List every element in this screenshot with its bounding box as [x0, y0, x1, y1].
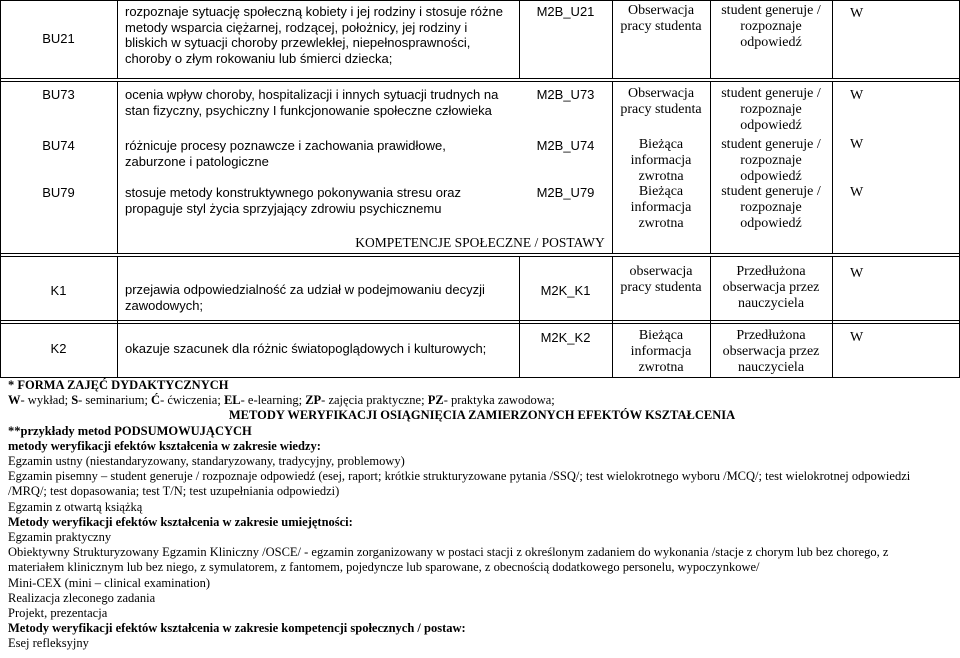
table-border — [710, 81, 711, 253]
row-effect: M2K_K2 — [540, 330, 591, 345]
table-border — [117, 256, 118, 377]
forma-desc: - wykład; — [20, 393, 72, 408]
table-border — [832, 81, 833, 253]
row-method: Bieżąca informacja zwrotna — [630, 137, 692, 184]
row-form: W — [850, 137, 864, 152]
row-verification: student generuje / rozpoznaje odpowiedź — [721, 137, 821, 184]
row-verification: student generuje / rozpoznaje odpowiedź — [721, 3, 821, 50]
wiedza-heading: metody weryfikacji efektów kształcenia w zakresie wiedzy: — [8, 438, 321, 453]
metody-title: METODY WERYFIKACJI OSIĄGNIĘCIA ZAMIERZONYCH EFEKTÓW KSZTAŁCENIA — [228, 408, 736, 423]
row-form: W — [850, 330, 864, 345]
table-border — [612, 0, 613, 78]
table-border — [710, 256, 711, 377]
row-description: przejawia odpowiedzialność za udział w podejmowaniu decyzji zawodowych; — [125, 282, 485, 313]
table-border — [832, 0, 833, 78]
row-effect: M2B_U73 — [536, 87, 595, 102]
forma-desc: - praktyka zawodowa; — [443, 393, 555, 408]
section-heading: KOMPETENCJE SPOŁECZNE / POSTAWY — [355, 235, 605, 250]
table-border — [612, 81, 613, 253]
row-verification: Przedłużona obserwacja przez nauczyciela — [722, 264, 820, 311]
umiejetnosci-heading: Metody weryfikacji efektów kształcenia w zakresie umiejętności: — [8, 514, 353, 529]
table-border — [0, 78, 960, 79]
note-line: Egzamin z otwartą książką — [8, 499, 143, 514]
row-code: K1 — [50, 283, 67, 298]
table-border — [832, 256, 833, 377]
table-border — [0, 256, 960, 257]
forma-desc: - ćwiczenia; — [160, 393, 224, 408]
row-description: ocenia wpływ choroby, hospitalizacji i innych sytuacji trudnych na stan fizyczny, psychiczny I funkcjonowanie społeczne człowieka — [125, 87, 499, 118]
row-description: okazuje szacunek dla różnic światopoglądowych i kulturowych; — [125, 341, 487, 356]
note-line: Realizacja zleconego zadania — [8, 590, 156, 605]
forma-desc: - seminarium; — [78, 393, 152, 408]
table-border — [0, 81, 960, 82]
note-line: Mini-CEX (mini – clinical examination) — [8, 575, 211, 590]
row-description: stosuje metody konstruktywnego pokonywania stresu oraz propaguje styl życia sprzyjający zdrowiu psychicznemu — [125, 185, 462, 216]
row-code: K2 — [50, 341, 67, 356]
forma-desc: - e-learning; — [240, 393, 306, 408]
row-effect: M2B_U21 — [536, 4, 595, 19]
przyklady-heading: **przykłady metod PODSUMOWUJĄCYCH — [8, 423, 252, 438]
note-line: Egzamin praktyczny — [8, 530, 112, 545]
notes-section — [8, 378, 956, 652]
row-code: BU21 — [42, 31, 75, 46]
table-border — [0, 320, 960, 321]
row-form: W — [850, 88, 864, 103]
table-border — [0, 323, 960, 324]
note-line: Obiektywny Strukturyzowany Egzamin Kliniczny /OSCE/ - egzamin zorganizowany w postaci stacji z określonym zadaniem do wykonania /stacje z chorym lub bez chorego, z — [8, 545, 889, 560]
row-code: BU79 — [42, 185, 75, 200]
forma-code: PZ — [427, 393, 444, 408]
row-verification: student generuje / rozpoznaje odpowiedź — [721, 184, 821, 231]
row-effect: M2K_K1 — [540, 283, 591, 298]
row-method: Obserwacja pracy studenta — [620, 3, 702, 34]
forma-code: S — [71, 393, 79, 408]
forma-code: W — [8, 393, 21, 408]
table-border — [519, 256, 520, 377]
forma-legend — [8, 393, 956, 408]
note-line: Egzamin pisemny – student generuje / rozpoznaje odpowiedź (esej, raport; krótkie strukturyzowane pytania /SSQ/; test wielokrotnego wyboru /MCQ/; test wielokrotnej odpowiedzi — [8, 469, 911, 484]
forma-desc: - zajęcia praktyczne; — [321, 393, 428, 408]
table-border — [710, 0, 711, 78]
forma-title: * FORMA ZAJĘĆ DYDAKTYCZNYCH — [8, 378, 229, 392]
forma-code: Ć — [151, 393, 161, 408]
row-effect: M2B_U79 — [536, 185, 595, 200]
row-effect: M2B_U74 — [536, 138, 595, 153]
row-description: różnicuje procesy poznawcze i zachowania prawidłowe, zaburzone i patologiczne — [125, 138, 446, 169]
table-border-top — [0, 0, 960, 1]
table-border — [117, 81, 118, 253]
row-description: rozpoznaje sytuację społeczną kobiety i jej rodziny i stosuje różne metody wsparcia ciężarnej, rodzącej, położnicy, jej rodziny i bliskich w sytuacji choroby przewlekłej, niepełnosprawności, choroby o złym rokowaniu lub śmierci dziecka; — [125, 4, 503, 66]
note-line: Projekt, prezentacja — [8, 606, 108, 621]
row-form: W — [850, 185, 864, 200]
table-border — [117, 0, 118, 78]
note-line: Esej refleksyjny — [8, 636, 89, 651]
row-code: BU73 — [42, 87, 75, 102]
forma-code: ZP — [305, 393, 322, 408]
forma-code: EL — [223, 393, 241, 408]
kompetencje-heading: Metody weryfikacji efektów kształcenia w zakresie kompetencji społecznych / postaw: — [8, 621, 466, 636]
row-method: obserwacja pracy studenta — [620, 264, 702, 295]
row-verification: Przedłużona obserwacja przez nauczyciela — [722, 328, 820, 375]
row-method: Obserwacja pracy studenta — [620, 86, 702, 117]
note-line: Egzamin ustny (niestandaryzowany, standaryzowany, tradycyjny, problemowy) — [8, 454, 405, 469]
row-code: BU74 — [42, 138, 75, 153]
table-border — [0, 253, 960, 254]
note-line: materiałem klinicznym lub bez niego, z symulatorem, z fantomem, pojedyncze lub sparowane, z obecnością dodatkowego personelu, wypoczynkowe/ — [8, 560, 760, 575]
row-form: W — [850, 266, 864, 281]
row-method: Bieżąca informacja zwrotna — [630, 184, 692, 231]
row-form: W — [850, 6, 864, 21]
table-border — [612, 256, 613, 377]
row-verification: student generuje / rozpoznaje odpowiedź — [721, 86, 821, 133]
row-method: Bieżąca informacja zwrotna — [630, 328, 692, 375]
note-line: /MRQ/; test dopasowania; test T/N; test uzupełniania odpowiedzi) — [8, 484, 340, 499]
